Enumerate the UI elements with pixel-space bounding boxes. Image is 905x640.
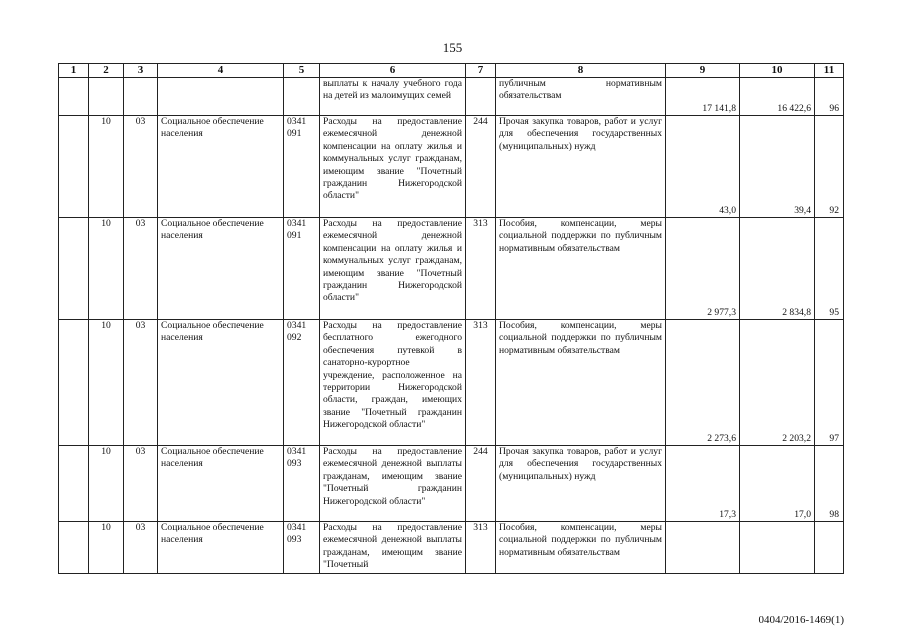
cell-section-name: Социальное обеспечение населения — [158, 522, 284, 574]
cell-expense-name: Расходы на предоставление ежемесячной денежной выплаты гражданам, имеющим звание "Почетный гражданин Нижегородской области" — [320, 446, 466, 522]
cell-expense-name: выплаты к началу учебного года на детей из малоимущих семей — [320, 78, 466, 116]
cell-planned-amount: 43,0 — [666, 116, 740, 218]
cell-executed-amount: 2 834,8 — [740, 218, 815, 320]
cell-execution-percent: 97 — [815, 320, 844, 446]
cell-execution-percent: 95 — [815, 218, 844, 320]
cell-col-1 — [59, 320, 89, 446]
cell-section-name: Социальное обеспечение населения — [158, 320, 284, 446]
cell-col-1 — [59, 446, 89, 522]
cell-section: 10 — [89, 522, 124, 574]
cell-section: 10 — [89, 320, 124, 446]
cell-expense-type-name: Прочая закупка товаров, работ и услуг для обеспечения государственных (муниципальных) нужд — [496, 116, 666, 218]
cell-col-1 — [59, 218, 89, 320]
budget-table — [58, 63, 844, 574]
cell-planned-amount: 2 977,3 — [666, 218, 740, 320]
cell-target-code: 0341 091 — [284, 116, 320, 218]
cell-expense-type: 244 — [466, 446, 496, 522]
cell-subsection: 03 — [124, 522, 158, 574]
cell-section-name: Социальное обеспечение населения — [158, 218, 284, 320]
column-header: 9 — [666, 64, 740, 78]
cell-execution-percent — [815, 522, 844, 574]
cell-subsection — [124, 78, 158, 116]
cell-executed-amount — [740, 522, 815, 574]
cell-executed-amount: 16 422,6 — [740, 78, 815, 116]
cell-col-1 — [59, 78, 89, 116]
column-header: 4 — [158, 64, 284, 78]
cell-expense-name: Расходы на предоставление ежемесячной денежной компенсации на оплату жилья и коммунальных услуг гражданам, имеющим звание "Почетный гражданин Нижегородской области" — [320, 218, 466, 320]
cell-expense-type: 313 — [466, 320, 496, 446]
column-header: 10 — [740, 64, 815, 78]
cell-section: 10 — [89, 446, 124, 522]
cell-planned-amount: 17,3 — [666, 446, 740, 522]
cell-expense-type: 313 — [466, 522, 496, 574]
table-row — [59, 446, 844, 522]
cell-section — [89, 78, 124, 116]
table-row — [59, 218, 844, 320]
cell-execution-percent: 92 — [815, 116, 844, 218]
cell-section-name: Социальное обеспечение населения — [158, 446, 284, 522]
column-header: 1 — [59, 64, 89, 78]
column-header: 8 — [496, 64, 666, 78]
cell-planned-amount: 2 273,6 — [666, 320, 740, 446]
column-header: 11 — [815, 64, 844, 78]
cell-expense-name: Расходы на предоставление ежемесячной денежной компенсации на оплату жилья и коммунальных услуг гражданам, имеющим звание "Почетный гражданин Нижегородской области" — [320, 116, 466, 218]
table-row — [59, 78, 844, 116]
cell-subsection: 03 — [124, 116, 158, 218]
cell-expense-type-name: Пособия, компенсации, меры социальной поддержки по публичным нормативным обязательствам — [496, 218, 666, 320]
cell-expense-type-name: Прочая закупка товаров, работ и услуг для обеспечения государственных (муниципальных) нужд — [496, 446, 666, 522]
cell-section-name — [158, 78, 284, 116]
cell-executed-amount: 17,0 — [740, 446, 815, 522]
page-number: 155 — [442, 40, 463, 55]
cell-subsection: 03 — [124, 218, 158, 320]
column-header: 7 — [466, 64, 496, 78]
table-header-row — [59, 64, 844, 78]
cell-executed-amount: 2 203,2 — [740, 320, 815, 446]
cell-expense-name: Расходы на предоставление ежемесячной денежной выплаты гражданам, имеющим звание "Почетный — [320, 522, 466, 574]
document-code: 0404/2016-1469(1) — [758, 614, 844, 626]
cell-expense-type — [466, 78, 496, 116]
cell-section: 10 — [89, 218, 124, 320]
cell-target-code: 0341 093 — [284, 446, 320, 522]
cell-target-code: 0341 092 — [284, 320, 320, 446]
table-row — [59, 116, 844, 218]
cell-expense-type-name: публичным нормативным обязательствам — [496, 78, 666, 116]
cell-expense-name: Расходы на предоставление бесплатного ежегодного обеспечения путевкой в санаторно-курортное учреждение, расположенное на территории Нижегородской области, граждан, имеющих звание "Почетный гражданин Нижегородской области" — [320, 320, 466, 446]
cell-execution-percent: 96 — [815, 78, 844, 116]
table-row — [59, 522, 844, 574]
cell-col-1 — [59, 116, 89, 218]
cell-expense-type: 313 — [466, 218, 496, 320]
cell-subsection: 03 — [124, 320, 158, 446]
cell-target-code: 0341 093 — [284, 522, 320, 574]
cell-planned-amount: 17 141,8 — [666, 78, 740, 116]
cell-expense-type-name: Пособия, компенсации, меры социальной поддержки по публичным нормативным обязательствам — [496, 320, 666, 446]
cell-target-code: 0341 091 — [284, 218, 320, 320]
cell-execution-percent: 98 — [815, 446, 844, 522]
cell-executed-amount: 39,4 — [740, 116, 815, 218]
table-row — [59, 320, 844, 446]
cell-planned-amount — [666, 522, 740, 574]
cell-expense-type: 244 — [466, 116, 496, 218]
cell-section-name: Социальное обеспечение населения — [158, 116, 284, 218]
cell-target-code — [284, 78, 320, 116]
cell-expense-type-name: Пособия, компенсации, меры социальной поддержки по публичным нормативным обязательствам — [496, 522, 666, 574]
cell-section: 10 — [89, 116, 124, 218]
column-header: 3 — [124, 64, 158, 78]
cell-col-1 — [59, 522, 89, 574]
cell-subsection: 03 — [124, 446, 158, 522]
column-header: 6 — [320, 64, 466, 78]
column-header: 5 — [284, 64, 320, 78]
column-header: 2 — [89, 64, 124, 78]
